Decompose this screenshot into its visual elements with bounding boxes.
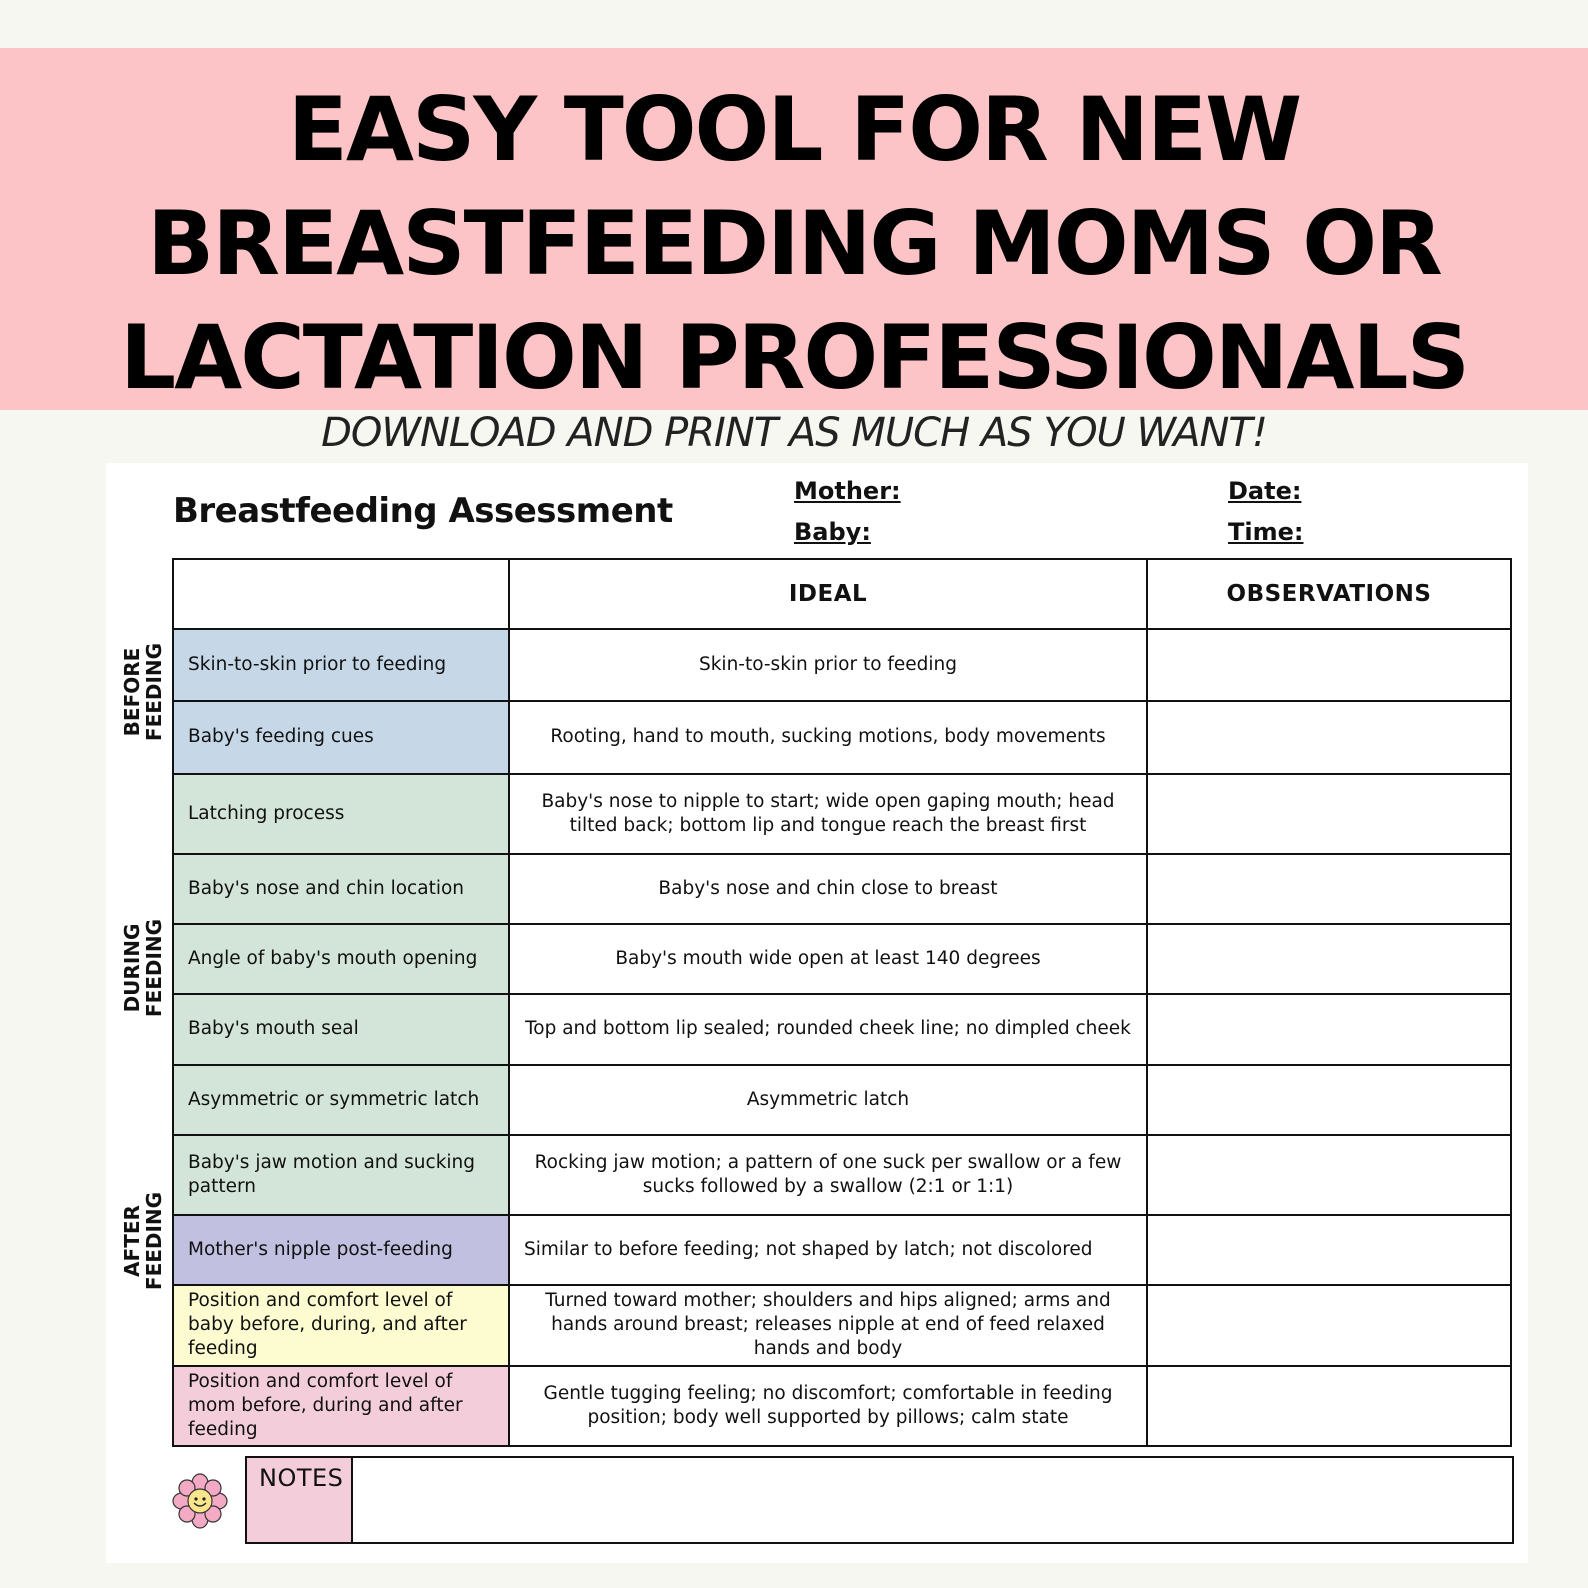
section-during-feeding: DURING FEEDING (120, 918, 166, 1018)
table-row (173, 701, 1511, 773)
ideal-cell: Baby's mouth wide open at least 140 degrees (509, 924, 1147, 994)
observation-cell[interactable] (1147, 701, 1511, 773)
title-banner (0, 48, 1588, 410)
notes-label-box (247, 1458, 353, 1542)
criterion-cell: Baby's jaw motion and sucking pattern (173, 1135, 509, 1215)
criterion-cell: Skin-to-skin prior to feeding (173, 629, 509, 701)
notes-label: NOTES (259, 1464, 344, 1492)
ideal-cell: Skin-to-skin prior to feeding (509, 629, 1147, 701)
table-row (173, 629, 1511, 701)
ideal-cell: Top and bottom lip sealed; rounded cheek line; no dimpled cheek (509, 994, 1147, 1064)
mother-label: Mother: (794, 477, 901, 505)
banner-line-2: BREASTFEEDING MOMS OR (147, 192, 1441, 295)
table-row (173, 1215, 1511, 1285)
criterion-cell: Baby's nose and chin location (173, 854, 509, 924)
observation-cell[interactable] (1147, 1065, 1511, 1135)
criterion-cell: Baby's mouth seal (173, 994, 509, 1064)
observation-cell[interactable] (1147, 994, 1511, 1064)
observation-cell[interactable] (1147, 924, 1511, 994)
header-criterion (173, 559, 509, 629)
criterion-cell: Mother's nipple post-feeding (173, 1215, 509, 1285)
criterion-cell: Position and comfort level of mom before, during and after feeding (173, 1366, 509, 1446)
observation-cell[interactable] (1147, 1366, 1511, 1446)
criterion-cell: Asymmetric or symmetric latch (173, 1065, 509, 1135)
observation-cell[interactable] (1147, 629, 1511, 701)
date-label: Date: (1228, 477, 1302, 505)
ideal-cell: Turned toward mother; shoulders and hips aligned; arms and hands around breast; releases nipple at end of feed relaxed hands and body (509, 1285, 1147, 1365)
criterion-cell: Baby's feeding cues (173, 701, 509, 773)
assessment-table (172, 558, 1512, 1447)
criterion-cell: Position and comfort level of baby before, during, and after feeding (173, 1285, 509, 1365)
table-row (173, 1135, 1511, 1215)
table-row (173, 1366, 1511, 1446)
observation-cell[interactable] (1147, 774, 1511, 854)
observation-cell[interactable] (1147, 854, 1511, 924)
banner-line-3: LACTATION PROFESSIONALS (120, 306, 1468, 409)
table-row (173, 854, 1511, 924)
ideal-cell: Gentle tugging feeling; no discomfort; comfortable in feeding position; body well supported by pillows; calm state (509, 1366, 1147, 1446)
table-row (173, 994, 1511, 1064)
criterion-cell: Latching process (173, 774, 509, 854)
ideal-cell: Rooting, hand to mouth, sucking motions, body movements (509, 701, 1147, 773)
flower-smiley-icon (172, 1473, 228, 1529)
observation-cell[interactable] (1147, 1285, 1511, 1365)
observation-cell[interactable] (1147, 1215, 1511, 1285)
time-label: Time: (1228, 518, 1304, 546)
table-row (173, 924, 1511, 994)
banner-line-1: EASY TOOL FOR NEW (287, 78, 1301, 181)
ideal-cell: Rocking jaw motion; a pattern of one suck per swallow or a few sucks followed by a swallow (2:1 or 1:1) (509, 1135, 1147, 1215)
header-observations: OBSERVATIONS (1147, 559, 1511, 629)
table-row (173, 774, 1511, 854)
observation-cell[interactable] (1147, 1135, 1511, 1215)
ideal-cell: Asymmetric latch (509, 1065, 1147, 1135)
subtitle: DOWNLOAD AND PRINT AS MUCH AS YOU WANT! (321, 410, 1267, 456)
baby-label: Baby: (794, 518, 871, 546)
ideal-cell: Similar to before feeding; not shaped by latch; not discolored (509, 1215, 1147, 1285)
notes-area[interactable] (353, 1458, 1512, 1542)
ideal-cell: Baby's nose and chin close to breast (509, 854, 1147, 924)
section-before-feeding: BEFORE FEEDING (120, 642, 166, 742)
header-ideal: IDEAL (509, 559, 1147, 629)
assessment-sheet (106, 463, 1528, 1563)
table-row (173, 1285, 1511, 1365)
table-row (173, 1065, 1511, 1135)
sheet-title: Breastfeeding Assessment (173, 491, 673, 531)
table-header-row (173, 559, 1511, 629)
notes-box (245, 1456, 1514, 1544)
section-after-feeding: AFTER FEEDING (120, 1191, 166, 1291)
criterion-cell: Angle of baby's mouth opening (173, 924, 509, 994)
ideal-cell: Baby's nose to nipple to start; wide open gaping mouth; head tilted back; bottom lip and tongue reach the breast first (509, 774, 1147, 854)
